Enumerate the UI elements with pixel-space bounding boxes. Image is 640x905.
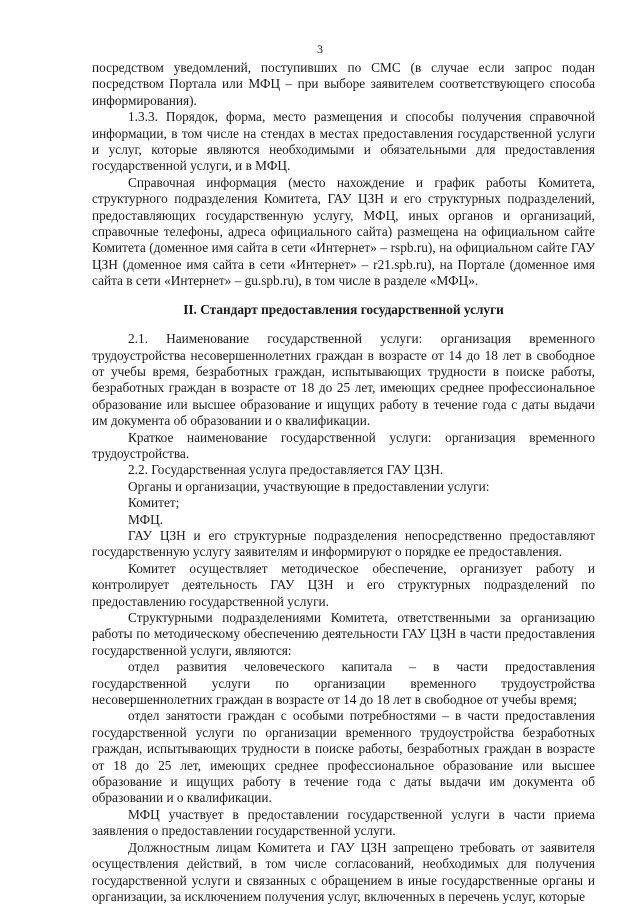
paragraph: посредством уведомлений, поступивших по СМС (в случае если запрос подан посредством Портала или МФЦ – при выборе заявителем соответствующего способа информирования).	[92, 60, 595, 108]
paragraph: 2.2. Государственная услуга предоставляется ГАУ ЦЗН.	[128, 462, 444, 478]
page-number: 3	[317, 42, 323, 56]
paragraph: МФЦ участвует в предоставлении государственной услуги в части приема заявления о предоставлении государственной услуги.	[92, 806, 595, 839]
paragraph: 1.3.3. Порядок, форма, место размещения и способы получения справочной информации, в том числе на стендах в местах предоставления государственной услуги и услуг, которые являются необходимыми и обязательными для предоставления государственной услуги, и в МФЦ.	[92, 109, 595, 174]
list-item: МФЦ.	[128, 511, 164, 527]
paragraph: 2.1. Наименование государственной услуги: организация временного трудоустройства несовершеннолетних граждан в возрасте от 14 до 18 лет в свободное от учебы время, безработных граждан, испытывающих трудности в поиске работы, безработных граждан в возрасте от 18 до 25 лет, имеющих среднее профессиональное образование или высшее образование и ищущих работу в течение года с даты выдачи им документа об образовании и о квалификации.	[92, 331, 595, 429]
list-item: отдел развития человеческого капитала – в части предоставления государственной услуги по организации временного трудоустройства несовершеннолетних граждан в возрасте от 14 до 18 лет в свободное от учебы время;	[92, 659, 595, 708]
list-item: Комитет;	[128, 495, 180, 511]
paragraph: Справочная информация (место нахождение и график работы Комитета, структурного подразделения Комитета, ГАУ ЦЗН и его структурных подразделений, предоставляющих государственную услугу, МФЦ, иных органов и организаций, справочные телефоны, адреса официального сайта) размещена на официальном сайте Комитета (доменное имя сайта в сети «Интернет» – rspb.ru), на официальном сайте ГАУ ЦЗН (доменное имя сайта в сети «Интернет» – r21.spb.ru), на Портале (доменное имя сайта в сети «Интернет» – gu.spb.ru), в том числе в разделе «МФЦ».	[92, 174, 595, 289]
section-title: II. Стандарт предоставления государственной услуги	[183, 301, 504, 317]
paragraph: Должностным лицам Комитета и ГАУ ЦЗН запрещено требовать от заявителя осуществления действий, в том числе согласований, необходимых для получения государственной услуги и связанных с обращением в иные государственные органы и организации, за исключением получения услуг, включенных в перечень услуг, которые	[92, 839, 595, 904]
paragraph: ГАУ ЦЗН и его структурные подразделения непосредственно предоставляют государственную услугу заявителям и информируют о порядке ее предоставления.	[92, 527, 595, 560]
list-item: отдел занятости граждан с особыми потребностями – в части предоставления государственной услуги по организации временного трудоустройства безработных граждан, испытывающих трудности в поиске работы, безработных граждан в возрасте от 18 до 25 лет, имеющих среднее профессиональное образование или высшее образование и ищущих работу в течение года с даты выдачи им документа об образовании и о квалификации.	[92, 708, 595, 806]
paragraph: Комитет осуществляет методическое обеспечение, организует работу и контролирует деятельность ГАУ ЦЗН и его структурных подразделений по предоставлению государственной услуги.	[92, 560, 595, 609]
paragraph: Структурными подразделениями Комитета, ответственными за организацию работы по методическому обеспечению деятельности ГАУ ЦЗН в части предоставления государственной услуги, являются:	[92, 610, 595, 658]
paragraph: Краткое наименование государственной услуги: организация временного трудоустройства.	[92, 429, 595, 461]
document-body	[92, 60, 595, 905]
paragraph: Органы и организации, участвующие в предоставлении услуги:	[128, 478, 490, 494]
